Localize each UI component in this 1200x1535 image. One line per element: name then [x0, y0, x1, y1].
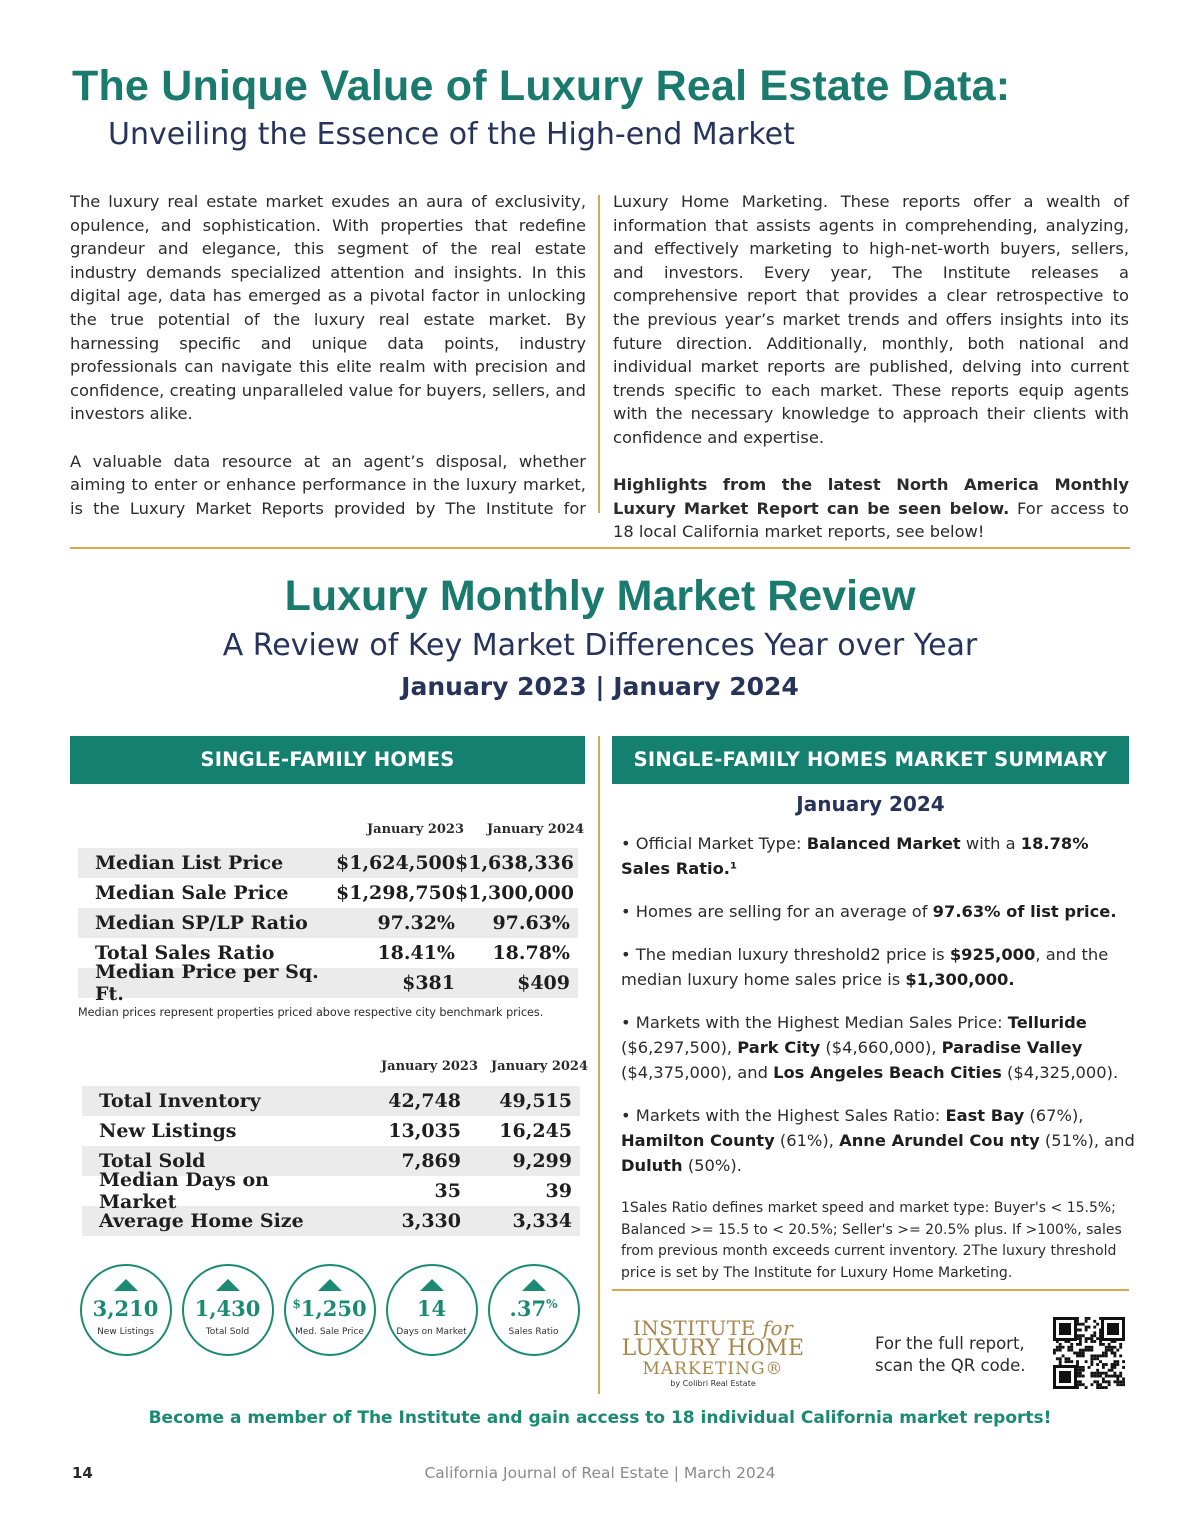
page-number: 14	[72, 1464, 93, 1482]
inventory-value-2024: 9,299	[512, 1150, 572, 1172]
review-title: Luxury Monthly Market Review	[284, 572, 916, 620]
change-caption: New Listings	[97, 1327, 154, 1337]
inventory-value-2024: 3,334	[512, 1210, 572, 1232]
change-circle	[80, 1264, 172, 1356]
up-arrow-icon	[216, 1279, 240, 1291]
inventory-col-header-2023: January 2023	[381, 1059, 479, 1074]
membership-cta[interactable]: Become a member of The Institute and gain access to 18 individual California market reports!	[148, 1408, 1052, 1428]
summary-bullet-list-price: • Homes are selling for an average of 97.63% of list price.	[621, 902, 1117, 921]
price-table	[78, 848, 578, 1005]
price-value-2024: $1,300,000	[455, 882, 574, 904]
review-subtitle: A Review of Key Market Differences Year over Year	[222, 628, 978, 663]
change-value: $1,250	[292, 1296, 367, 1321]
logo-line-1: INSTITUTE	[632, 1316, 763, 1340]
logo-line-1-for: for	[762, 1316, 794, 1340]
inventory-label: Median Days on Market	[99, 1169, 269, 1213]
price-label: Median SP/LP Ratio	[95, 912, 308, 934]
inventory-value-2023: 35	[434, 1180, 461, 1202]
up-arrow-icon	[318, 1279, 342, 1291]
up-arrow-icon	[522, 1279, 546, 1291]
inventory-col-header-2024: January 2024	[491, 1059, 589, 1074]
change-circle	[284, 1264, 376, 1356]
qr-code-icon[interactable]	[1049, 1313, 1129, 1393]
column-divider	[598, 195, 600, 513]
market-summary-band: SINGLE-FAMILY HOMES MARKET SUMMARY	[612, 736, 1129, 784]
price-value-2023: $381	[402, 972, 455, 994]
institute-logo	[620, 1318, 806, 1390]
inventory-value-2024: 39	[545, 1180, 572, 1202]
intro-left-column	[70, 190, 586, 520]
inventory-row	[82, 1169, 580, 1213]
market-summary	[621, 831, 1141, 1196]
price-value-2023: 97.32%	[377, 912, 455, 934]
price-row	[78, 961, 578, 1005]
price-value-2023: 18.41%	[377, 942, 455, 964]
change-circle	[182, 1264, 274, 1356]
change-circle	[386, 1264, 478, 1356]
price-value-2023: $1,624,500	[336, 852, 455, 874]
price-row	[78, 908, 578, 938]
price-label: Median Sale Price	[95, 882, 289, 904]
inventory-value-2024: 16,245	[499, 1120, 572, 1142]
review-dates: January 2023 | January 2024	[401, 672, 799, 701]
change-caption: Total Sold	[205, 1327, 250, 1337]
intro-highlight-paragraph: Highlights from the latest North America Monthly Luxury Market Report can be seen below. For access to 18 local California market reports, see below!	[613, 475, 1129, 542]
intro-paragraph-2: A valuable data resource at an agent’s disposal, whether aiming to enter or enhance performance in the luxury market, is the Luxury Market Reports provided by The Institute for	[70, 451, 586, 518]
change-caption: Med. Sale Price	[295, 1327, 364, 1337]
price-label: Median Price per Sq. Ft.	[95, 961, 319, 1005]
summary-date: January 2024	[796, 792, 945, 816]
price-col-header-2023: January 2023	[367, 822, 465, 837]
summary-footnote: 1Sales Ratio defines market speed and market type: Buyer's < 15.5%; Balanced >= 15.5 to < 20.5%; Seller's >= 20.5% plus. If >100%, sales from previous month exceeds current inventory. 2The luxury threshold price is set by The Institute for Luxury Home Marketing.	[621, 1200, 1122, 1281]
single-family-homes-band: SINGLE-FAMILY HOMES	[70, 736, 585, 784]
inventory-row	[82, 1206, 580, 1236]
inventory-value-2024: 49,515	[499, 1090, 572, 1112]
inventory-value-2023: 13,035	[388, 1120, 461, 1142]
page-title: The Unique Value of Luxury Real Estate Data:	[72, 62, 1011, 110]
up-arrow-icon	[114, 1279, 138, 1291]
logo-line-4: by Colibri Real Estate	[670, 1379, 756, 1388]
page-subtitle: Unveiling the Essence of the High-end Market	[108, 117, 795, 152]
logo-line-2: LUXURY HOME	[621, 1336, 805, 1361]
inventory-label: New Listings	[99, 1120, 237, 1142]
price-value-2023: $1,298,750	[336, 882, 455, 904]
intro-paragraph-1: The luxury real estate market exudes an aura of exclusivity, opulence, and sophistication. With properties that redefine grandeur and elegance, this segment of the real estate industry demands specialized attention and insights. In this digital age, data has emerged as a pivotal factor in unlocking the true potential of the luxury real estate market. By harnessing specific and unique data points, industry professionals can navigate this elite realm with precision and confidence, creating unparalleled value for buyers, sellers, and investors alike.	[70, 192, 586, 424]
change-value: .37%	[509, 1296, 558, 1321]
intro-paragraph-2-continued: Luxury Home Marketing. These reports offer a wealth of information that assists agents in comprehending, analyzing, and effectively marketing to high-net-worth buyers, sellers, and investors. Every year, The Institute releases a comprehensive report that provides a clear retrospective to the previous year’s market trends and offers insights into its future direction. Additionally, monthly, both national and individual market reports are published, delving into current trends specific to each market. These reports equip agents with the necessary knowledge to approach their clients with confidence and expertise.	[613, 192, 1129, 447]
panel-divider	[598, 736, 600, 1394]
summary-bullet-highest-price: • Markets with the Highest Median Sales Price: Telluride ($6,297,500), Park City ($4,660,000), Paradise Valley ($4,375,000), and Los Angeles Beach Cities ($4,325,000).	[621, 1013, 1119, 1082]
inventory-label: Total Sold	[99, 1150, 206, 1172]
intro-right-column	[613, 190, 1129, 542]
price-label: Median List Price	[95, 852, 284, 874]
scan-line-2: scan the QR code.	[875, 1356, 1026, 1375]
summary-divider	[612, 1289, 1129, 1291]
inventory-value-2023: 42,748	[388, 1090, 461, 1112]
inventory-row	[82, 1116, 580, 1146]
change-value: 1,430	[194, 1296, 261, 1321]
price-value-2024: 18.78%	[492, 942, 570, 964]
scan-instruction	[875, 1333, 1026, 1377]
price-row	[78, 848, 578, 878]
inventory-label: Total Inventory	[99, 1090, 261, 1112]
summary-bullet-market-type: • Official Market Type: Balanced Market with a 18.78% Sales Ratio.¹	[621, 834, 1089, 878]
scan-line-1: For the full report,	[875, 1334, 1025, 1353]
price-value-2024: $409	[517, 972, 570, 994]
price-value-2024: $1,638,336	[455, 852, 574, 874]
inventory-value-2023: 3,330	[401, 1210, 461, 1232]
change-caption: Sales Ratio	[508, 1327, 559, 1337]
inventory-value-2023: 7,869	[401, 1150, 461, 1172]
price-col-header-2024: January 2024	[487, 822, 585, 837]
change-value: 3,210	[92, 1296, 159, 1321]
logo-line-3: MARKETING®	[642, 1359, 784, 1379]
inventory-row	[82, 1086, 580, 1116]
price-note: Median prices represent properties priced above respective city benchmark prices.	[78, 1006, 544, 1019]
price-row	[78, 878, 578, 908]
change-caption: Days on Market	[396, 1327, 467, 1337]
summary-bullet-highest-ratio: • Markets with the Highest Sales Ratio: East Bay (67%), Hamilton County (61%), Anne Arundel Cou nty (51%), and Duluth (50%).	[621, 1106, 1135, 1175]
section-divider	[70, 547, 1130, 549]
change-value: 14	[416, 1296, 447, 1321]
journal-footer: California Journal of Real Estate | March 2024	[424, 1464, 776, 1482]
inventory-label: Average Home Size	[99, 1210, 304, 1232]
price-value-2024: 97.63%	[492, 912, 570, 934]
up-arrow-icon	[420, 1279, 444, 1291]
inventory-table	[82, 1086, 580, 1236]
change-circle	[488, 1264, 580, 1356]
summary-bullet-threshold: • The median luxury threshold2 price is $925,000, and the median luxury home sales price is $1,300,000.	[621, 945, 1109, 989]
price-label: Total Sales Ratio	[95, 942, 275, 964]
